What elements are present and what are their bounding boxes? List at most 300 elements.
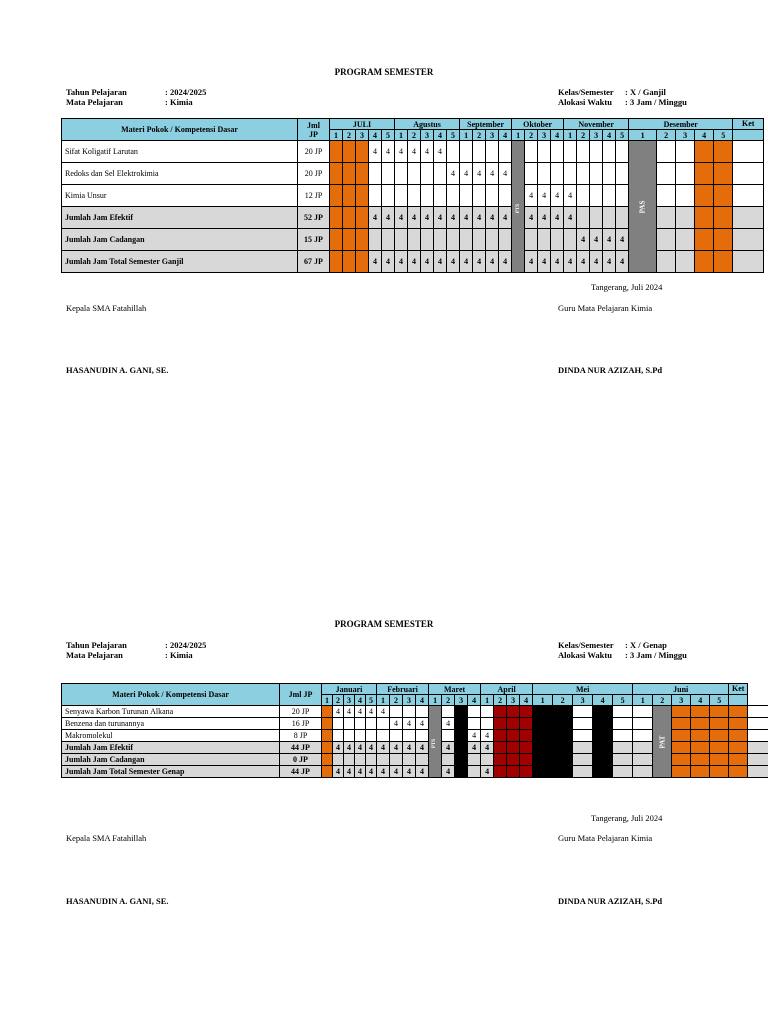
week-cell [382, 185, 395, 207]
week-cell [613, 766, 633, 778]
week-cell: 4 [403, 718, 416, 730]
week-cell [455, 742, 468, 754]
week-cell [330, 163, 343, 185]
header-month-april: April [481, 684, 533, 695]
week-cell [447, 185, 460, 207]
week-cell: 4 [366, 742, 377, 754]
week-cell [551, 141, 564, 163]
week-cell [455, 706, 468, 718]
header-week: 1 [330, 130, 343, 141]
week-cell: 4 [377, 766, 390, 778]
place-date-ganjil: Tangerang, Juli 2024 [591, 282, 663, 292]
header-week: 3 [507, 695, 520, 706]
week-cell [714, 207, 733, 229]
week-cell [714, 163, 733, 185]
header-month-september: September [460, 119, 512, 130]
week-cell [672, 706, 691, 718]
header-week: 4 [355, 695, 366, 706]
alokasi-label: Alokasi Waktu [558, 97, 612, 107]
week-cell [395, 163, 408, 185]
header-week: 2 [408, 130, 421, 141]
week-cell [460, 185, 473, 207]
header-month-maret: Maret [429, 684, 481, 695]
week-cell [499, 185, 512, 207]
week-cell [714, 185, 733, 207]
week-cell: 4 [377, 706, 390, 718]
week-cell [657, 229, 676, 251]
week-cell [356, 163, 369, 185]
week-cell [460, 141, 473, 163]
week-cell [657, 141, 676, 163]
materi-cell: Jumlah Jam Efektif [62, 742, 280, 754]
header-ket-blank [733, 130, 764, 141]
week-cell [590, 207, 603, 229]
week-cell [729, 718, 748, 730]
ket-cell [733, 251, 764, 273]
week-cell [616, 163, 629, 185]
week-cell [710, 706, 729, 718]
header-week: 3 [672, 695, 691, 706]
week-cell [633, 766, 653, 778]
week-cell [442, 754, 455, 766]
week-cell: 4 [499, 163, 512, 185]
header-month-juni: Juni [633, 684, 729, 695]
week-cell [520, 766, 533, 778]
week-cell [494, 718, 507, 730]
week-cell: 4 [355, 742, 366, 754]
week-cell [520, 730, 533, 742]
week-cell: 4 [416, 742, 429, 754]
week-cell: 4 [551, 207, 564, 229]
week-cell [553, 718, 573, 730]
week-cell [577, 163, 590, 185]
week-cell [344, 754, 355, 766]
header-month-januari: Januari [322, 684, 377, 695]
header-week: 5 [382, 130, 395, 141]
week-cell [729, 706, 748, 718]
week-cell [564, 141, 577, 163]
week-cell [434, 229, 447, 251]
week-cell [573, 718, 593, 730]
week-cell [710, 742, 729, 754]
header-week: 3 [486, 130, 499, 141]
alokasi-label: Alokasi Waktu [558, 650, 612, 660]
week-cell [468, 718, 481, 730]
week-cell: 4 [460, 163, 473, 185]
mapel-label: Mata Pelajaran [66, 97, 123, 107]
header-week: 2 [653, 695, 672, 706]
week-cell [356, 141, 369, 163]
header-week: 2 [473, 130, 486, 141]
jp-cell: 0 JP [280, 754, 322, 766]
jp-cell: 44 JP [280, 766, 322, 778]
week-cell: 4 [473, 163, 486, 185]
week-cell [590, 141, 603, 163]
week-cell [590, 185, 603, 207]
week-cell: 4 [434, 251, 447, 273]
week-cell [390, 754, 403, 766]
week-cell: 4 [382, 207, 395, 229]
materi-cell: Makromolekul [62, 730, 280, 742]
guru-title-ganjil: Guru Mata Pelajaran Kimia [558, 303, 653, 313]
week-cell: 4 [460, 251, 473, 273]
week-cell [710, 718, 729, 730]
ket-cell [733, 141, 764, 163]
header-ket-blank [729, 695, 748, 706]
week-cell: 4 [564, 251, 577, 273]
week-cell [525, 141, 538, 163]
week-cell [676, 163, 695, 185]
week-cell [672, 754, 691, 766]
header-week: 5 [714, 130, 733, 141]
ket-cell [748, 718, 768, 730]
week-cell: 4 [447, 207, 460, 229]
week-cell [355, 730, 366, 742]
week-cell [403, 754, 416, 766]
header-ket: Ket [733, 119, 764, 130]
header-week: 5 [366, 695, 377, 706]
week-cell: 4 [442, 742, 455, 754]
semester-table-ganjil [61, 118, 764, 273]
week-cell [366, 730, 377, 742]
week-cell [633, 742, 653, 754]
week-cell [333, 718, 344, 730]
week-cell [333, 754, 344, 766]
week-cell [573, 754, 593, 766]
header-week: 2 [390, 695, 403, 706]
week-cell [330, 229, 343, 251]
week-cell [481, 718, 494, 730]
week-cell: 4 [382, 251, 395, 273]
header-week: 5 [613, 695, 633, 706]
week-cell [355, 754, 366, 766]
week-cell [333, 730, 344, 742]
week-cell [538, 141, 551, 163]
week-cell: 4 [590, 229, 603, 251]
week-cell [377, 754, 390, 766]
meta-left-genap [66, 640, 206, 660]
week-cell [533, 766, 553, 778]
week-cell [676, 141, 695, 163]
week-cell [533, 730, 553, 742]
week-cell: 4 [344, 742, 355, 754]
week-cell [390, 730, 403, 742]
week-cell: 4 [577, 229, 590, 251]
week-cell: 4 [369, 207, 382, 229]
week-cell [564, 163, 577, 185]
header-week: 4 [369, 130, 382, 141]
header-week: 4 [499, 130, 512, 141]
header-week: 1 [460, 130, 473, 141]
week-cell [507, 718, 520, 730]
kepala-name-genap: HASANUDIN A. GANI, SE. [66, 896, 169, 906]
week-cell [322, 706, 333, 718]
week-cell [455, 766, 468, 778]
week-cell: 4 [355, 766, 366, 778]
week-cell [468, 706, 481, 718]
tahun-label: Tahun Pelajaran [66, 87, 127, 97]
week-cell: 4 [344, 706, 355, 718]
week-cell: 4 [538, 251, 551, 273]
materi-cell: Jumlah Jam Total Semester Ganjil [62, 251, 298, 273]
week-cell: 4 [481, 766, 494, 778]
materi-cell: Jumlah Jam Efektif [62, 207, 298, 229]
week-cell [672, 766, 691, 778]
week-cell [593, 718, 613, 730]
alokasi-value: : 3 Jam / Minggu [625, 650, 687, 660]
week-cell [416, 706, 429, 718]
week-cell: 4 [447, 251, 460, 273]
week-cell [455, 730, 468, 742]
week-cell: 4 [382, 141, 395, 163]
week-cell: 4 [421, 141, 434, 163]
week-cell [714, 229, 733, 251]
header-week: 5 [710, 695, 729, 706]
header-month-november: November [564, 119, 629, 130]
week-cell: 4 [408, 207, 421, 229]
week-cell: 4 [564, 207, 577, 229]
week-cell [507, 766, 520, 778]
materi-cell: Jumlah Jam Total Semester Genap [62, 766, 280, 778]
week-cell [520, 754, 533, 766]
week-cell: 4 [408, 251, 421, 273]
week-cell [494, 766, 507, 778]
week-cell [322, 730, 333, 742]
week-cell: 4 [390, 742, 403, 754]
week-cell [691, 742, 710, 754]
week-cell: 4 [486, 163, 499, 185]
week-cell: 4 [460, 207, 473, 229]
week-cell [714, 251, 733, 273]
materi-cell: Senyawa Karbon Turunan Alkana [62, 706, 280, 718]
header-week: 4 [551, 130, 564, 141]
header-week: 3 [356, 130, 369, 141]
week-cell [494, 754, 507, 766]
week-cell [553, 742, 573, 754]
week-cell [356, 185, 369, 207]
header-jml-line2: JP [309, 129, 318, 139]
jp-cell: 67 JP [298, 251, 330, 273]
materi-cell: Sifat Koligatif Larutan [62, 141, 298, 163]
week-cell [691, 766, 710, 778]
pas-block [629, 141, 657, 273]
week-cell: 4 [525, 251, 538, 273]
week-cell: 4 [333, 706, 344, 718]
week-cell [593, 730, 613, 742]
week-cell: 4 [538, 207, 551, 229]
header-week: 4 [434, 130, 447, 141]
week-cell [421, 185, 434, 207]
header-week: 1 [481, 695, 494, 706]
pts-block-text: PTS [515, 203, 521, 213]
week-cell [403, 706, 416, 718]
week-cell [525, 163, 538, 185]
header-month-februari: Februari [377, 684, 429, 695]
week-cell [473, 185, 486, 207]
mapel-label: Mata Pelajaran [66, 650, 123, 660]
week-cell: 4 [344, 766, 355, 778]
week-cell: 4 [395, 251, 408, 273]
week-cell [593, 706, 613, 718]
week-cell [366, 754, 377, 766]
header-jml-jp: Jml JP [280, 684, 322, 706]
week-cell [442, 706, 455, 718]
ket-cell [748, 706, 768, 718]
week-cell [322, 754, 333, 766]
week-cell [676, 251, 695, 273]
week-cell [616, 207, 629, 229]
kelas-value: : X / Ganjil [625, 87, 666, 97]
week-cell [533, 754, 553, 766]
header-week: 1 [633, 695, 653, 706]
kelas-value: : X / Genap [625, 640, 667, 650]
week-cell [481, 706, 494, 718]
week-cell [499, 141, 512, 163]
week-cell: 4 [408, 141, 421, 163]
header-month-agustus: Agustus [395, 119, 460, 130]
header-ket: Ket [729, 684, 748, 695]
week-cell [573, 706, 593, 718]
week-cell: 4 [616, 229, 629, 251]
week-cell: 4 [481, 730, 494, 742]
header-week: 2 [553, 695, 573, 706]
header-week: 4 [416, 695, 429, 706]
header-week: 2 [577, 130, 590, 141]
week-cell [507, 742, 520, 754]
week-cell [366, 718, 377, 730]
header-week: 4 [520, 695, 533, 706]
tahun-value: : 2024/2025 [165, 640, 207, 650]
week-cell [616, 141, 629, 163]
week-cell [377, 730, 390, 742]
kepala-title-ganjil: Kepala SMA Fatahillah [66, 303, 147, 313]
week-cell [593, 766, 613, 778]
ket-cell [748, 742, 768, 754]
week-cell [421, 229, 434, 251]
week-cell: 4 [564, 185, 577, 207]
week-cell: 4 [590, 251, 603, 273]
header-week: 1 [533, 695, 553, 706]
jp-cell: 15 JP [298, 229, 330, 251]
week-cell [395, 229, 408, 251]
week-cell [564, 229, 577, 251]
week-cell [695, 185, 714, 207]
week-cell: 4 [333, 742, 344, 754]
week-cell: 4 [473, 251, 486, 273]
header-week: 2 [343, 130, 356, 141]
week-cell [714, 141, 733, 163]
week-cell [657, 163, 676, 185]
week-cell [551, 229, 564, 251]
jp-cell: 20 JP [298, 141, 330, 163]
week-cell [343, 141, 356, 163]
week-cell [672, 730, 691, 742]
week-cell: 4 [486, 251, 499, 273]
week-cell: 4 [616, 251, 629, 273]
week-cell [672, 718, 691, 730]
week-cell [616, 185, 629, 207]
jp-cell: 20 JP [298, 163, 330, 185]
week-cell: 4 [390, 766, 403, 778]
header-week: 2 [657, 130, 676, 141]
ket-cell [748, 766, 768, 778]
week-cell [538, 163, 551, 185]
header-week: 1 [377, 695, 390, 706]
header-week: 1 [395, 130, 408, 141]
header-week: 4 [468, 695, 481, 706]
week-cell [710, 730, 729, 742]
header-week: 1 [322, 695, 333, 706]
week-cell: 4 [369, 141, 382, 163]
week-cell [551, 163, 564, 185]
header-month-juli: JULI [330, 119, 395, 130]
week-cell [577, 207, 590, 229]
week-cell [369, 229, 382, 251]
header-week: 2 [442, 695, 455, 706]
place-date-genap: Tangerang, Juli 2024 [591, 813, 663, 823]
page-title-ganjil: PROGRAM SEMESTER [334, 67, 434, 77]
week-cell [369, 185, 382, 207]
week-cell: 4 [577, 251, 590, 273]
header-week: 5 [616, 130, 629, 141]
week-cell [603, 207, 616, 229]
week-cell [676, 185, 695, 207]
week-cell: 4 [468, 742, 481, 754]
header-week: 3 [538, 130, 551, 141]
week-cell [533, 706, 553, 718]
guru-name-genap: DINDA NUR AZIZAH, S.Pd [558, 896, 663, 906]
week-cell [330, 185, 343, 207]
week-cell [447, 141, 460, 163]
week-cell [657, 185, 676, 207]
week-cell: 4 [390, 718, 403, 730]
week-cell [553, 754, 573, 766]
week-cell [494, 730, 507, 742]
week-cell: 4 [403, 742, 416, 754]
week-cell [344, 730, 355, 742]
week-cell [408, 163, 421, 185]
week-cell: 4 [468, 730, 481, 742]
materi-cell: Benzena dan turunannya [62, 718, 280, 730]
week-cell [356, 229, 369, 251]
ket-cell [748, 754, 768, 766]
week-cell [344, 718, 355, 730]
week-cell [520, 742, 533, 754]
week-cell: 4 [499, 251, 512, 273]
week-cell: 4 [473, 207, 486, 229]
jp-cell: 8 JP [280, 730, 322, 742]
week-cell [633, 706, 653, 718]
week-cell [695, 251, 714, 273]
header-week: 3 [344, 695, 355, 706]
week-cell [355, 718, 366, 730]
week-cell [590, 163, 603, 185]
week-cell [657, 207, 676, 229]
week-cell [729, 766, 748, 778]
week-cell [403, 730, 416, 742]
guru-name-ganjil: DINDA NUR AZIZAH, S.Pd [558, 365, 663, 375]
week-cell [507, 754, 520, 766]
week-cell [408, 185, 421, 207]
header-week: 3 [676, 130, 695, 141]
week-cell [613, 730, 633, 742]
week-cell [603, 185, 616, 207]
week-cell: 4 [486, 207, 499, 229]
mapel-value: : Kimia [165, 650, 193, 660]
week-cell [695, 141, 714, 163]
week-cell [695, 207, 714, 229]
week-cell: 4 [499, 207, 512, 229]
